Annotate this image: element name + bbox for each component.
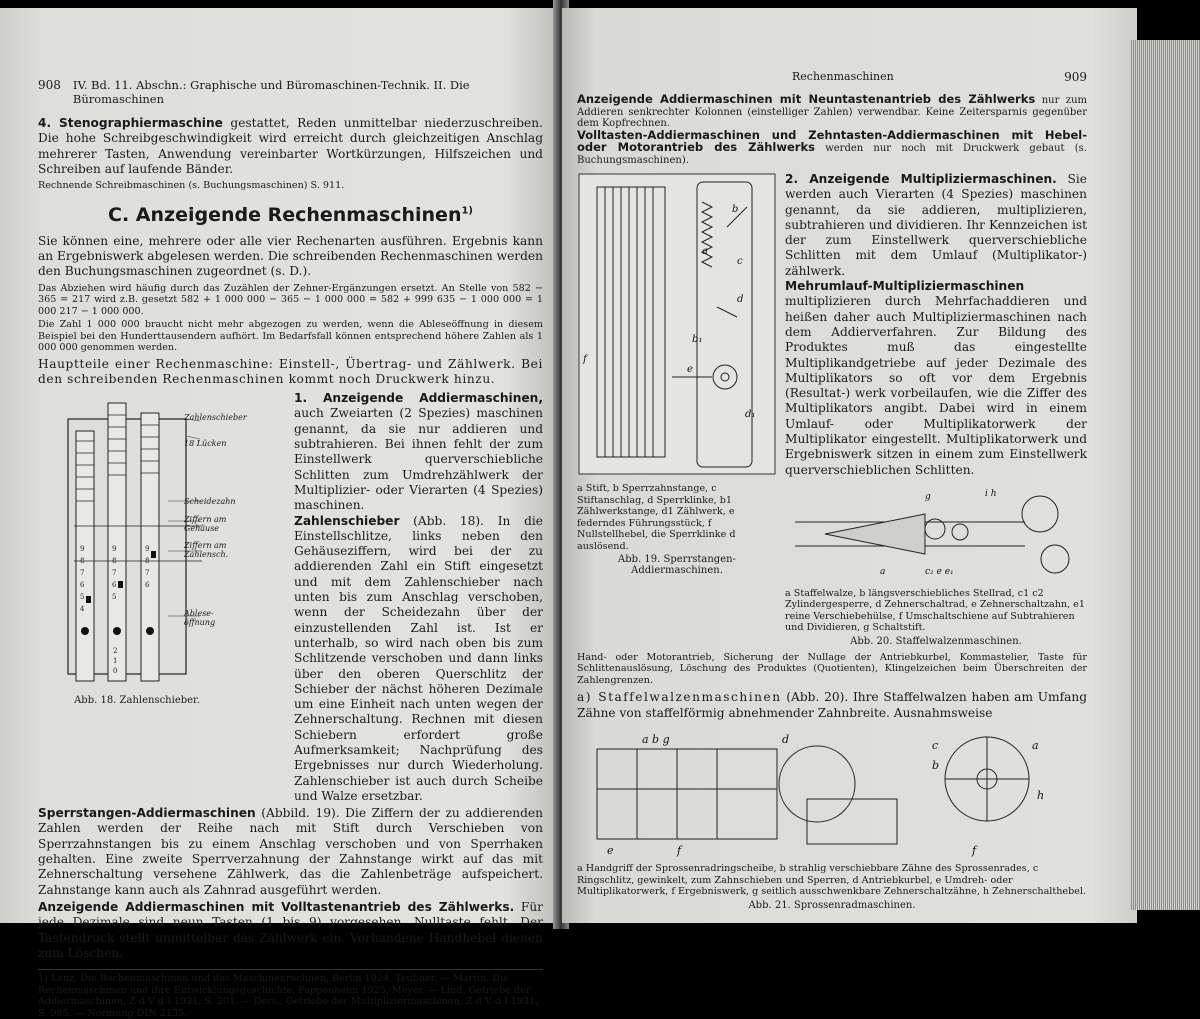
svg-text:f: f: [972, 844, 977, 858]
svg-text:7: 7: [145, 569, 150, 578]
svg-text:9: 9: [145, 545, 150, 554]
fig21-caption-text: a Handgriff der Sprossenradringscheibe, b strahlig verschiebbare Zähne des Sprossenrades, c Ringschlitz, gewinkelt, zum Zahnschieben und Sperren, d Antriebkurbel, e Umdreh- oder Multiplikatorwerk, f Ergebniswerk, g seitlich ausschwenkbare Zehnerschaltzähne, h Zehnerschalthebel.: [577, 863, 1087, 898]
svg-text:b: b: [732, 204, 739, 215]
fig18: [38, 391, 236, 804]
svg-text:a: a: [880, 566, 886, 577]
svg-text:6: 6: [145, 581, 150, 590]
svg-text:e: e: [687, 364, 693, 375]
left-page: [0, 8, 560, 1019]
footnote: 1) Lenz, Die Rechenmaschinen und das Maschinenrechnen, Berlin 1924, Teubner. — Martin, Die Rechenmaschinen und ihre Entwicklungsgeschichte, Pappenheim 1925, Meyer. — Lind, Getriebe der Addiermaschinen, Z d V d I 1931, S. 201. — Ders., Getriebe der Multipliziermaschinen, Z d V d I 1931, S. 985. — Normung DIN 2135.: [38, 969, 543, 1019]
fig20-caption: Abb. 20. Staffelwalzenmaschinen.: [850, 635, 1022, 647]
fig18-drawing: [38, 391, 236, 689]
svg-text:8: 8: [80, 557, 85, 566]
svg-text:a: a: [702, 246, 708, 257]
page-number: 908: [38, 78, 61, 92]
zehn-text: werden nur noch mit Druckwerk gebaut (s. Buchungsmaschinen).: [577, 143, 1087, 166]
svg-text:b₁: b₁: [692, 334, 703, 345]
hauptteile-paragraph: Hauptteile einer Rechenmaschine: Einstell-, Übertrag- und Zählwerk. Bei den schreibenden Rechenmaschinen kommt noch Druckwerk hinzu.: [38, 356, 543, 386]
running-head: IV. Bd. 11. Abschn.: Graphische und Büromaschinen-Technik. II. Die Büromaschinen: [72, 78, 470, 106]
fig20-caption-text: a Staffelwalze, b längsverschiebliches Stellrad, c1 c2 Zylindergesperre, d Zehnerschaltrad, e Zehnerschaltzahn, e1 reine Verschiebehülse, f Umschaltschiene auf Subtrahieren und Dividieren, g Schaltstift.: [785, 587, 1085, 634]
svg-text:b: b: [932, 759, 940, 773]
svg-text:6: 6: [112, 581, 117, 590]
right-running-head: Rechenmaschinen: [792, 70, 894, 83]
svg-text:9: 9: [112, 545, 117, 554]
left-header: [38, 78, 543, 106]
fig18-label-4: Ziffern am Gehäuse: [184, 515, 227, 534]
fig18-label-6: Ablese-öffnung: [184, 609, 216, 628]
svg-text:7: 7: [112, 569, 117, 578]
fig18-label-3: Scheidezahn: [184, 497, 236, 507]
svg-text:a b g: a b g: [642, 733, 670, 747]
fig19-caption-text: a Stift, b Sperrzahnstange, c Stiftanschlag, d Sperrklinke, b1 Zählwerkstange, d1 Zählwerk, e federndes Führungsstück, f Nullstellhebel, die Sperrklinke d auslösend.: [577, 483, 736, 552]
fig18-row: [38, 391, 543, 804]
svg-text:d: d: [782, 733, 790, 747]
staffel-text: (Abb. 20). Ihre Staffelwalzen haben am Umfang Zähne von staffelförmig abnehmender Zahnbreite. Ausnahmsweise: [577, 690, 1087, 720]
mehr-title: Mehrumlauf-Multipliziermaschinen: [785, 279, 1025, 294]
zahlen-paragraph: [244, 514, 543, 805]
fig18-caption: Abb. 18. Zahlenschieber.: [74, 695, 200, 707]
fig21-drawing: [577, 729, 1067, 859]
svg-text:2: 2: [113, 647, 118, 656]
svg-text:f: f: [583, 354, 587, 365]
svg-text:7: 7: [80, 569, 85, 578]
svg-text:c: c: [737, 256, 743, 267]
fig19-row: [577, 172, 1087, 647]
small-note-3: Hand- oder Motorantrieb, Sicherung der Nullage der Antriebkurbel, Kommastelier, Taste für Schlittenauslösung, Löschung des Produktes (Quotienten), Klingelzeichen beim Überschreiten der Zahlengrenzen.: [577, 651, 1087, 686]
zahlen-title: Zahlenschieber: [294, 513, 400, 528]
svg-text:5: 5: [112, 593, 117, 602]
svg-text:d: d: [737, 294, 744, 305]
section-title-text: C. Anzeigende Rechenmaschinen: [108, 203, 462, 226]
fig19-caption: Abb. 19. Sperrstangen-Addiermaschinen.: [618, 554, 736, 576]
right-page: [562, 8, 1137, 923]
section-title: [38, 204, 543, 226]
page-edges: [1130, 40, 1200, 910]
addier-column: [184, 391, 544, 804]
svg-text:9: 9: [80, 545, 85, 554]
staffel-paragraph: [577, 690, 1087, 721]
svg-text:0: 0: [113, 667, 118, 676]
voll-text: Für jede Dezimale sind neun Tasten (1 bis 9) vorgesehen. Nulltaste fehlt. Der Tastendruck stellt unmittelbar das Zählwerk ein. Vorhandene Handhebel dienen zum Löschen.: [38, 899, 543, 960]
svg-text:f: f: [677, 844, 682, 858]
voll-title: Anzeigende Addiermaschinen mit Volltastenantrieb des Zählwerks.: [38, 899, 515, 914]
zehn-title: Volltasten-Addiermaschinen und Zehntasten-Addiermaschinen mit Hebel- oder Motorantrieb des Zählwerks: [577, 127, 1087, 154]
right-page-number: 909: [1064, 70, 1087, 84]
neun-title: Anzeigende Addiermaschinen mit Neuntastenantrieb des Zählwerks: [577, 92, 1036, 106]
fig21-caption: Abb. 21. Sprossenradmaschinen.: [748, 899, 916, 911]
fig20-drawing: [785, 484, 1085, 584]
multi-text: Sie werden auch Vierarten (4 Spezies) maschinen genannt, da sie addieren, multiplizieren, subtrahieren und dividieren. Ihr Kennzeichen ist der zum Einstellwerk querverschiebliche Schlitten mit dem Umlauf (Multiplikator-) zählwerk.: [785, 172, 1088, 278]
fig21: [577, 729, 1087, 911]
svg-text:g: g: [925, 491, 931, 502]
fig18-label-2: 18 Lücken: [184, 439, 227, 449]
mehr-paragraph: [785, 279, 1087, 478]
multi-title: 2. Anzeigende Multipliziermaschinen.: [785, 172, 1057, 186]
zahlen-text: (Abb. 18). In die Einstellschlitze, links neben den Gehäuseziffern, wird bei der zu addierenden Zahl ein Stift eingesetzt und mit dem Zahlenschieber nach unten bis zum Anschlag verschoben, wenn der Scheidezahn über der einzustellenden Zahl ist. Ist er unterhalb, so wird nach oben bis zum Schlitzende verschoben und dann links über den oberen Querschlitz der Schieber der nächst höheren Dezimale um eine Einheit nach unten wegen der Zehnerschaltung. Rechnen mit diesen Schiebern erfordert große Aufmerksamkeit; Nachprüfung des Ergebnisses nur durch Wiederholung. Zahlenschieber ist auch durch Scheibe und Walze ersetzbar.: [294, 513, 544, 803]
sperr-paragraph: [38, 806, 543, 898]
addier-text: auch Zweiarten (2 Spezies) maschinen genannt, da sie nur addieren und subtrahieren. Bei ihnen fehlt der zum Einstellwerk querverschiebliche Schlitten zum Umdrehzählwerk der Multiplizier- oder Vierarten (4 Spezies) maschinen.: [294, 406, 543, 513]
svg-text:c₂ e e₁: c₂ e e₁: [925, 566, 954, 577]
svg-text:e: e: [607, 844, 614, 858]
svg-text:d₁: d₁: [745, 409, 756, 420]
fig20: [785, 484, 1087, 647]
zehn-paragraph: [577, 127, 1087, 167]
neun-paragraph: [577, 94, 1087, 130]
stenograph-paragraph: [38, 116, 543, 177]
stenograph-title: 4. Stenographiermaschine: [38, 116, 223, 130]
svg-text:1: 1: [113, 657, 118, 666]
svg-text:6: 6: [80, 581, 85, 590]
section-footnote-mark: 1): [461, 205, 473, 217]
neun-text: nur zum Addieren senkrechter Kolonnen (einstelliger Zahlen) verwendbar. Keine Zeitersparnis gegenüber dem Kopfrechnen.: [577, 95, 1087, 129]
sperr-text: (Abbild. 19). Die Ziffern der zu addierenden Zahlen werden der Reihe nach mit Stift durch Verschieben von Sperrzahnstangen bis zu einem Anschlag verschoben und von Sperrhaken gehalten. Eine zweite Sperrverzahnung der Zahnstange wirkt auf das mit Zehnerschaltung versehene Zählwerk, das die Zahlenbeträge aufspeichert. Zahnstange kann auch als Zahnrad ausgeführt werden.: [38, 806, 543, 897]
svg-text:8: 8: [112, 557, 117, 566]
small-note-2: Die Zahl 1 000 000 braucht nicht mehr abgezogen zu werden, wenn die Ableseöffnung in diesem Beispiel bei den Hunderttausendern aufhört. Im Bedarfsfall können entsprechend höhere Zahlen als 1 000 000 genommen werden.: [38, 319, 543, 354]
svg-text:8: 8: [145, 557, 150, 566]
svg-text:c: c: [932, 739, 939, 753]
svg-text:4: 4: [80, 605, 85, 614]
right-header: [577, 70, 1087, 84]
stenograph-text: gestattet, Reden unmittelbar niederzuschreiben. Die hohe Schreibgeschwindigkeit wird erreicht durch gleichzeitigen Anschlag mehrerer Tasten, Anwendung vereinbarter Wortkürzungen, Hilfszeichen und Schreiben auf laufende Bänder.: [38, 116, 543, 176]
staffel-title: a) Staffelwalzenmaschinen: [577, 690, 782, 705]
fig18-label-1: Zahlenschieber: [184, 413, 247, 423]
fig18-label-5: Ziffern am Zahlensch.: [184, 541, 229, 560]
multi-paragraph: [785, 172, 1087, 279]
svg-text:a: a: [1032, 739, 1039, 753]
voll-paragraph: [38, 900, 543, 961]
mehr-text: multiplizieren durch Mehrfachaddieren und heißen daher auch Multipliziermaschinen nach dem Addierverfahren. Zur Bildung des Produktes muß das eingestellte Multiplikandgetriebe auf jeder Dezimale des Multiplikators so oft vor dem Ergebnis (Resultat-) werk vorbeilaufen, wie die Ziffer des Multiplikators angibt. Dabei wird in einem Umlauf- oder Multiplikatorwerk der Multiplikator eingestellt. Multiplikatorwerk und Ergebniswerk sitzen in einem zum Einstellwerk querverschieblichen Schlitten.: [785, 294, 1087, 477]
svg-text:i h: i h: [985, 488, 997, 499]
multi-column: [785, 172, 1087, 647]
fig19-drawing: [577, 172, 777, 477]
addier-paragraph: [244, 391, 543, 513]
stenograph-ref: Rechnende Schreibmaschinen (s. Buchungsmaschinen) S. 911.: [38, 180, 345, 192]
small-note-1: Das Abziehen wird häufig durch das Zuzählen der Zehner-Ergänzungen ersetzt. An Stelle von 582 − 365 = 217 wird z.B. gesetzt 582 + 1 000 000 − 365 − 1 000 000 = 582 + 999 635 − 1 000 000 = 1 000 217 − 1 000 000.: [38, 282, 543, 317]
fig19: [577, 172, 777, 647]
svg-text:5: 5: [80, 593, 85, 602]
sperr-title: Sperrstangen-Addiermaschinen: [38, 806, 256, 821]
addier-title: 1. Anzeigende Addiermaschinen,: [294, 391, 543, 406]
intro-paragraph: Sie können eine, mehrere oder alle vier Rechenarten ausführen. Ergebnis kann an Ergebniswerk abgelesen werden. Die schreibenden Rechenmaschinen werden den Buchungsmaschinen zugeordnet (s. D.).: [38, 233, 543, 279]
svg-text:h: h: [1037, 789, 1045, 803]
